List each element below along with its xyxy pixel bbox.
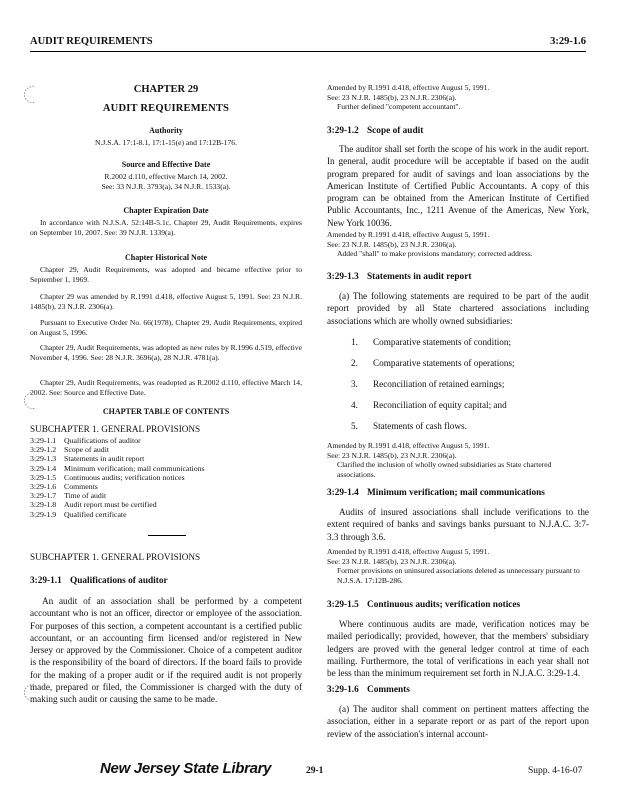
section-number: 3:29-1.1 — [30, 576, 62, 586]
section-heading-1-5 — [327, 600, 520, 610]
toc-num: 3:29-1.5 — [30, 472, 57, 482]
section-number: 3:29-1.5 — [327, 600, 359, 610]
amendment-note-1-1: Amended by R.1991 d.418, effective August 5, 1991. See: 23 N.J.R. 1485(b), 23 N.J.R. 2306(a). — [327, 83, 490, 102]
list-item — [351, 358, 589, 379]
toc-heading: CHAPTER TABLE OF CONTENTS — [102, 407, 230, 416]
toc-num: 3:29-1.3 — [30, 454, 57, 464]
section-body-1-6: (a) The auditor shall comment on pertinent matters affecting the association, either in a separate report or as part of the report upon review of the association's internal account- — [327, 704, 589, 739]
statements-list — [351, 337, 589, 442]
toc-title: Qualifications of auditor — [64, 436, 141, 445]
section-body-1-3: (a) The following statements are required to be part of the audit report provided by all State chartered associations including associations which are wholly owned subsidiaries: — [327, 291, 589, 326]
running-header — [30, 36, 586, 50]
expiration-text: In accordance with N.J.S.A. 52:14B-5.1c, Chapter 29, Audit Requirements, expires on September 10, 2007. See: 39 N.J.R. 1339(a). — [30, 218, 302, 237]
amendment-note-1-4-detail: Former provisions on uninsured associations deleted as unnecessary pursuant to N.J.S.A. 17:12B-286. — [337, 566, 580, 585]
toc-title: Statements in audit report — [64, 454, 145, 464]
section-number: 3:29-1.2 — [327, 126, 359, 136]
section-title: Qualifications of auditor — [70, 576, 168, 586]
amendment-note-1-3: Amended by R.1991 d.418, effective August 5, 1991. See: 23 N.J.R. 1485(b), 23 N.J.R. 2306(a). — [327, 441, 490, 460]
list-item-number: 4. — [351, 400, 358, 410]
list-item-text: Reconciliation of retained earnings; — [373, 379, 505, 389]
authority-text: N.J.S.A. 17:1-8.1, 17:1-15(e) and 17:12B-176. — [95, 138, 237, 147]
section-heading-1-2 — [327, 126, 423, 136]
header-section-number: 3:29-1.6 — [550, 36, 586, 47]
amendment-note-1-1-detail: Further defined "competent accountant". — [337, 102, 461, 111]
chapter-title: AUDIT REQUIREMENTS — [102, 103, 230, 114]
binder-hole-mark-icon — [20, 682, 38, 704]
section-title: Scope of audit — [367, 126, 424, 136]
list-item-text: Comparative statements of operations; — [373, 358, 515, 368]
toc-row[interactable] — [30, 482, 302, 491]
toc-title: Comments — [64, 481, 98, 491]
section-title: Minimum verification; mail communications — [367, 488, 545, 498]
section-heading-1-3 — [327, 272, 471, 282]
toc-num: 3:29-1.1 — [30, 436, 57, 445]
historical-note-2: Chapter 29 was amended by R.1991 d.418, effective August 5, 1991. See: 23 N.J.R. 1485(b), 23 N.J.R. 2306(a). — [30, 292, 302, 311]
toc-num: 3:29-1.7 — [30, 491, 57, 501]
authority-heading: Authority — [149, 126, 183, 135]
toc-title: Continuous audits; verification notices — [64, 472, 185, 482]
section-heading-1-4 — [327, 488, 545, 498]
list-item-number: 2. — [351, 358, 358, 368]
amendment-note-1-2: Amended by R.1991 d.418, effective August 5, 1991. See: 23 N.J.R. 1485(b), 23 N.J.R. 2306(a). — [327, 230, 490, 249]
source-heading: Source and Effective Date — [121, 160, 211, 169]
toc-subchapter: SUBCHAPTER 1. GENERAL PROVISIONS — [30, 424, 201, 434]
historical-note-5: Chapter 29, Audit Requirements, was readopted as R.2002 d.110, effective March 14, 2002. See: Source and Effective Date. — [30, 378, 302, 397]
toc-row[interactable] — [30, 491, 302, 500]
section-divider — [148, 535, 186, 536]
list-item — [351, 337, 589, 358]
toc-row[interactable] — [30, 473, 302, 482]
amendment-note-1-4: Amended by R.1991 d.418, effective August 5, 1991. See: 23 N.J.R. 1485(b), 23 N.J.R. 2306(a). — [327, 547, 490, 566]
toc-row[interactable] — [30, 464, 302, 473]
section-number: 3:29-1.6 — [327, 685, 359, 695]
table-of-contents — [30, 436, 302, 519]
section-body-1-2: The auditor shall set forth the scope of his work in the audit report. In general, audit procedure will be acceptable if based on the audit program prepared for audit of savings and loan associations by the American Institute of Certified Public Accountants. A copy of this program can be obtained from the American Institute of Certified Public Accountants, Inc., 1211 Avenue of the Americas, New York, New York 10036. — [327, 144, 589, 228]
list-item-text: Reconciliation of equity capital; and — [373, 400, 507, 410]
section-body-1-1: An audit of an association shall be performed by a competent accountant who is not an officer, director or employee of the association. For purposes of this section, a competent accountant is a certified public accountant, or an accounting firm licensed and/or registered in New Jersey or approved by the Commissioner. Choice of a competent auditor is the responsibility of the board of directors. If the board fails to provide for the making of a proper audit or if the required audit is not properly made, prepared or filed, the Commissioner is charged with the duty of making such audit or causing the same to be made. — [30, 596, 302, 705]
supplement-date: Supp. 4-16-07 — [528, 766, 583, 776]
toc-num: 3:29-1.8 — [30, 500, 57, 510]
library-watermark: New Jersey State Library — [100, 760, 272, 777]
list-item — [351, 400, 589, 421]
historical-note-heading: Chapter Historical Note — [124, 253, 208, 262]
toc-num: 3:29-1.4 — [30, 463, 57, 473]
section-title: Continuous audits; verification notices — [367, 600, 521, 610]
list-item-text: Comparative statements of condition; — [373, 337, 512, 347]
section-body-1-4: Audits of insured associations shall include verifications to the extent required of banks and savings banks pursuant to N.J.A.C. 3:7-3.3 through 3.6. — [327, 507, 589, 542]
list-item-number: 3. — [351, 379, 358, 389]
chapter-number: CHAPTER 29 — [133, 84, 199, 95]
amendment-note-1-2-detail: Added "shall" to make provisions mandatory; corrected address. — [337, 249, 533, 258]
page-number: 29-1 — [306, 766, 324, 776]
historical-note-4: Chapter 29, Audit Requirements, was adopted as new rules by R.1996 d.519, effective November 4, 1996. See: 28 N.J.R. 3696(a), 28 N.J.R. 4781(a). — [30, 343, 302, 362]
section-title: Comments — [367, 685, 410, 695]
binder-hole-mark-icon — [20, 390, 38, 412]
toc-row[interactable] — [30, 510, 302, 519]
amendment-note-1-3-detail: Clarified the inclusion of wholly owned subsidiaries as State chartered associations. — [337, 460, 552, 479]
list-item-number: 1. — [351, 337, 358, 347]
toc-title: Minimum verification; mail communications — [64, 463, 205, 473]
historical-note-1: Chapter 29, Audit Requirements, was adopted and became effective prior to September 1, 1969. — [30, 265, 302, 284]
section-body-1-5: Where continuous audits are made, verification notices may be mailed periodically; provided, however, that the members' subsidiary ledgers are proved with the general ledger control at time of each mailing. Furthermore, the total of verifications in each year shall not be less than the minimum requirement set forth in N.J.A.C. 3:29-1.4. — [327, 619, 589, 679]
section-number: 3:29-1.3 — [327, 272, 359, 282]
toc-row[interactable] — [30, 436, 302, 445]
toc-row[interactable] — [30, 500, 302, 509]
section-heading-1-6 — [327, 685, 410, 695]
historical-note-3: Pursuant to Executive Order No. 66(1978), Chapter 29, Audit Requirements, expired on August 5, 1996. — [30, 318, 302, 337]
header-title: AUDIT REQUIREMENTS — [30, 36, 153, 47]
toc-title: Qualified certificate — [64, 509, 127, 519]
section-title: Statements in audit report — [367, 272, 472, 282]
toc-title: Time of audit — [64, 491, 107, 501]
binder-hole-mark-icon — [20, 84, 38, 106]
subchapter-heading: SUBCHAPTER 1. GENERAL PROVISIONS — [30, 552, 201, 562]
source-text: R.2002 d.110, effective March 14, 2002. See: 33 N.J.R. 3793(a), 34 N.J.R. 1533(a). — [101, 172, 231, 191]
expiration-heading: Chapter Expiration Date — [123, 206, 209, 215]
toc-row[interactable] — [30, 454, 302, 463]
list-item — [351, 421, 589, 442]
list-item-text: Statements of cash flows. — [373, 421, 467, 431]
section-heading-1-1 — [30, 576, 168, 586]
list-item — [351, 379, 589, 400]
toc-num: 3:29-1.9 — [30, 509, 57, 519]
header-rule — [30, 51, 586, 52]
toc-title: Audit report must be certified — [64, 500, 157, 510]
toc-row[interactable] — [30, 445, 302, 454]
toc-num: 3:29-1.6 — [30, 481, 57, 491]
section-number: 3:29-1.4 — [327, 488, 359, 498]
toc-num: 3:29-1.2 — [30, 445, 57, 455]
list-item-number: 5. — [351, 421, 358, 431]
toc-title: Scope of audit — [64, 445, 110, 455]
